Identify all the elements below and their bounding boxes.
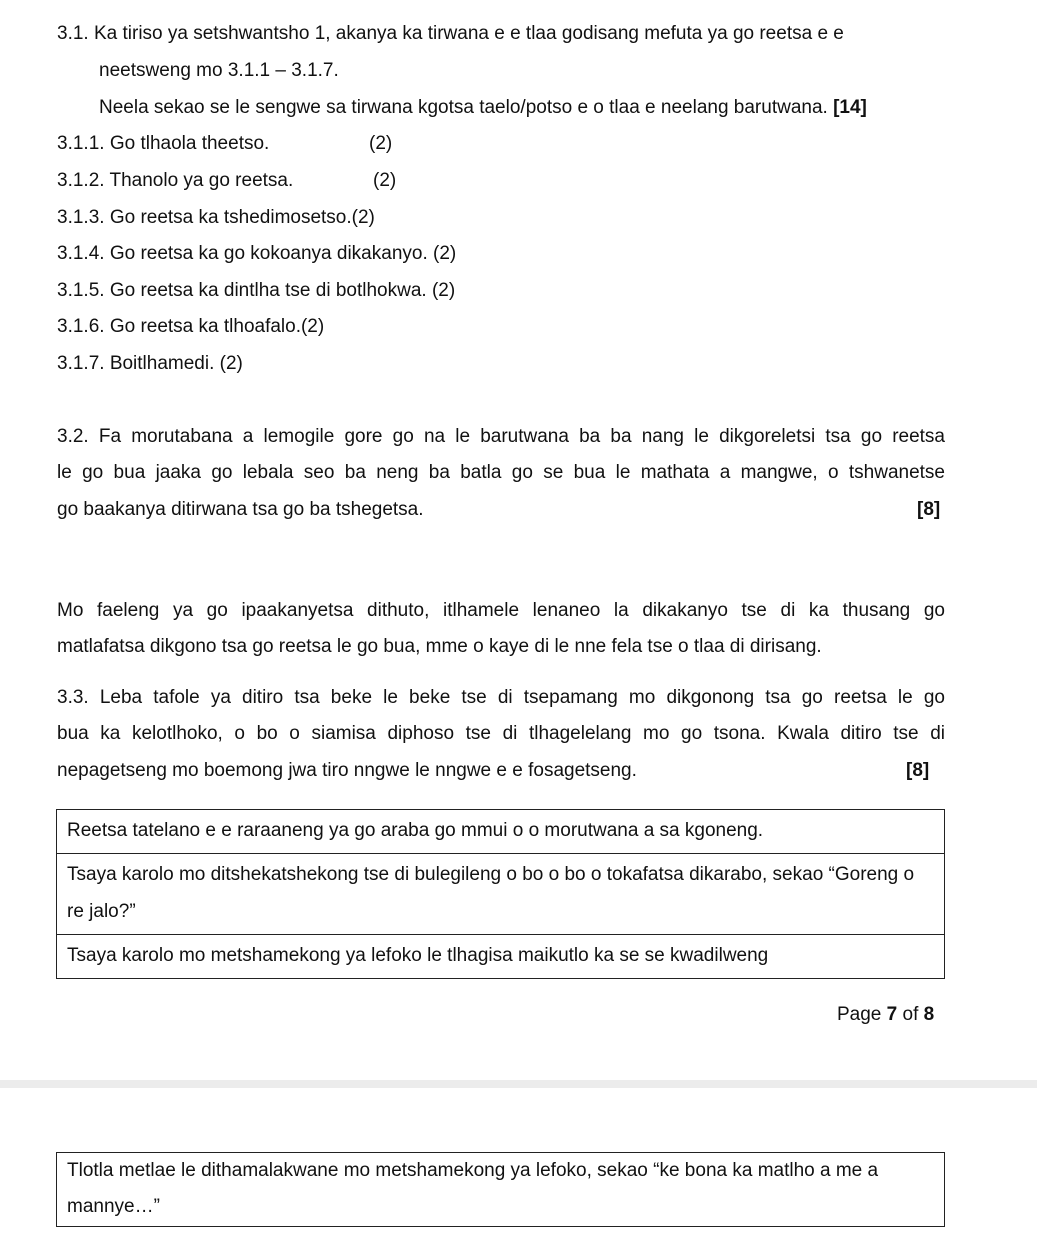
q31-line3 <box>99 96 867 120</box>
q31-item-4: 3.1.4. Go reetsa ka go kokoanya dikakanyo. (2) <box>57 243 457 264</box>
q31-line1: 3.1. Ka tiriso ya setshwantsho 1, akanya ka tirwana e e tlaa godisang mefuta ya go reetsa e e <box>57 23 844 44</box>
q31-line2: neetsweng mo 3.1.1 – 3.1.7. <box>99 60 339 81</box>
next-page-table-row: Tlotla metlae le dithamalakwane mo metshamekong ya lefoko, sekao “ke bona ka matlho a me a mannye…” <box>56 1152 945 1227</box>
intro-line1: Mo faeleng ya go ipaakanyetsa dithuto, itlhamele lenaneo la dikakanyo tse di ka thusang go <box>57 600 945 621</box>
q33-marks: [8] <box>906 760 930 781</box>
q31-item-7: 3.1.7. Boitlhamedi. (2) <box>57 353 243 374</box>
page-total: 8 <box>923 1004 935 1025</box>
q32-line2: le go bua jaaka go lebala seo ba neng ba batla go se bua le mathata a mangwe, o tshwanetse <box>57 462 945 483</box>
q31-instruction: Neela sekao se le sengwe sa tirwana kgotsa taelo/potso e o tlaa e neelang barutwana. <box>99 97 828 118</box>
page-break-divider <box>0 1080 1037 1088</box>
q31-item-2: 3.1.2. Thanolo ya go reetsa. <box>57 170 294 191</box>
table-row: Reetsa tatelano e e raraaneng ya go araba go mmui o o morutwana a sa kgoneng. <box>57 810 944 854</box>
page-word: Page <box>837 1004 882 1025</box>
q32-line3: go baakanya ditirwana tsa go ba tshegetsa. <box>57 499 424 520</box>
table-row: Tsaya karolo mo ditshekatshekong tse di bulegileng o bo o bo o tokafatsa dikarabo, sekao “Goreng o re jalo?” <box>57 854 944 935</box>
table-row: Tsaya karolo mo metshamekong ya lefoko le tlhagisa maikutlo ka se se kwadilweng <box>67 945 769 966</box>
q31-marks: [14] <box>833 97 867 118</box>
q31-item-6: 3.1.6. Go reetsa ka tlhoafalo.(2) <box>57 316 325 337</box>
q32-line1: 3.2. Fa morutabana a lemogile gore go na le barutwana ba ba nang le dikgoreletsi tsa go reetsa <box>57 426 945 447</box>
q31-item-3: 3.1.3. Go reetsa ka tshedimosetso.(2) <box>57 207 375 228</box>
page-footer <box>837 1003 934 1027</box>
page-number: 7 <box>886 1004 898 1025</box>
q33-line3: nepagetseng mo boemong jwa tiro nngwe le nngwe e e fosagetseng. <box>57 760 637 781</box>
q31-item-1-mark: (2) <box>369 133 393 154</box>
q33-line1: 3.3. Leba tafole ya ditiro tsa beke le beke tse di tsepamang mo dikgonong tsa go reetsa le go <box>57 687 945 708</box>
activities-table <box>56 809 945 979</box>
q31-item-5: 3.1.5. Go reetsa ka dintlha tse di botlhokwa. (2) <box>57 280 456 301</box>
q31-item-1: 3.1.1. Go tlhaola theetso. <box>57 133 270 154</box>
q33-line2: bua ka kelotlhoko, o bo o siamisa diphoso tse di tlhagelelang mo go tsona. Kwala ditiro tse di <box>57 723 945 744</box>
of-word: of <box>902 1004 919 1025</box>
intro-line2: matlafatsa dikgono tsa go reetsa le go bua, mme o kaye di le nne fela tse o tlaa di dirisang. <box>57 636 822 657</box>
q31-item-2-mark: (2) <box>373 170 397 191</box>
q32-marks: [8] <box>917 499 941 520</box>
